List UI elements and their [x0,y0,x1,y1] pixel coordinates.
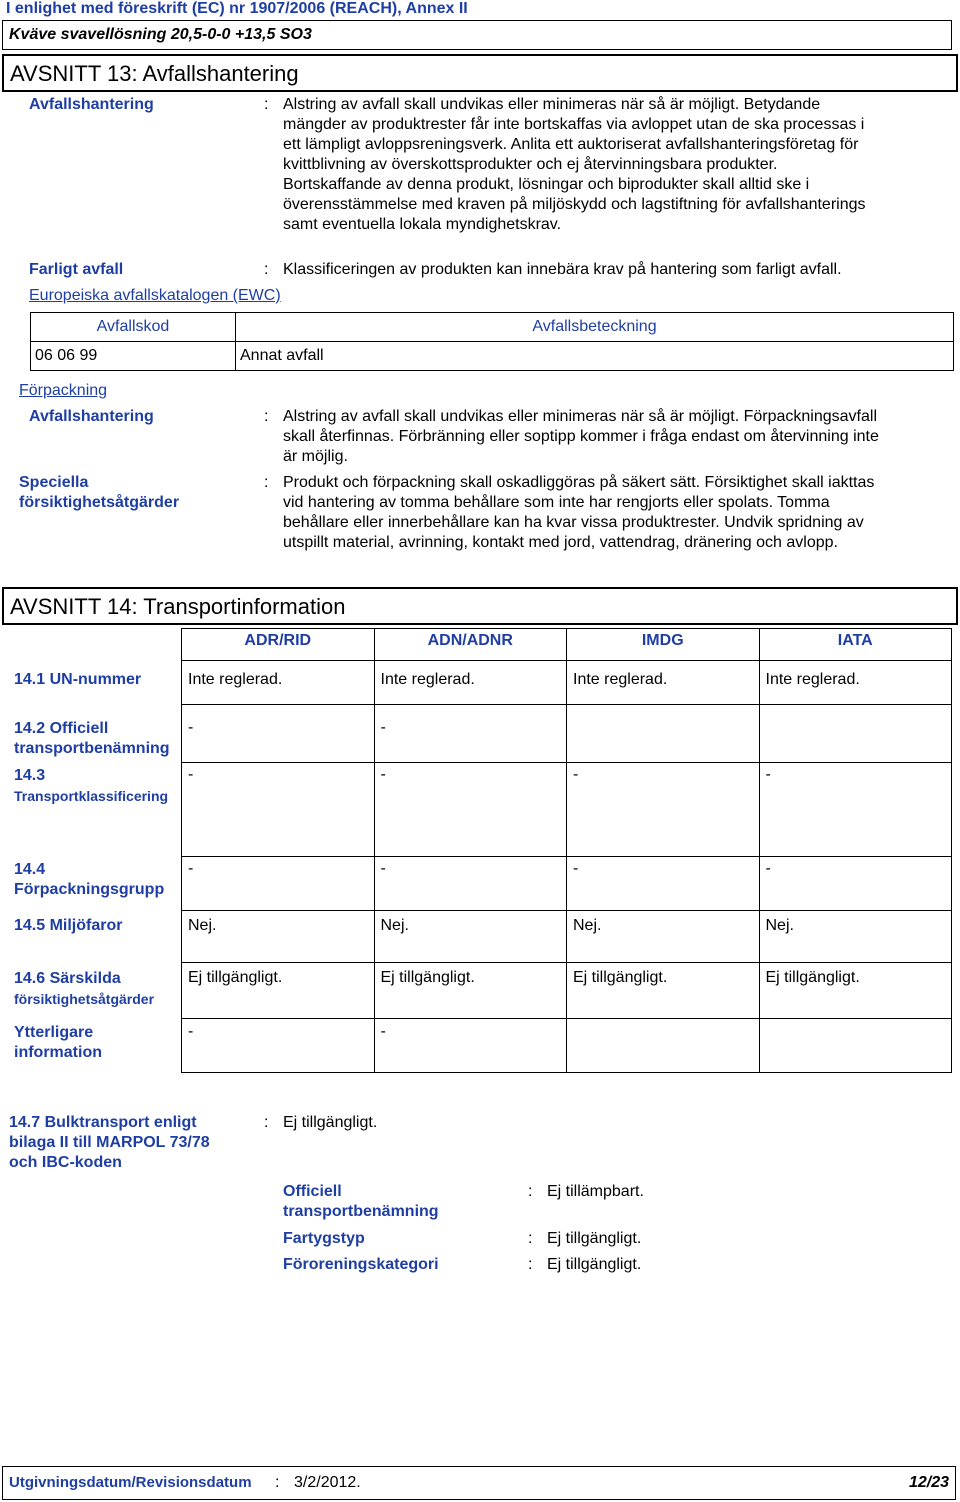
colon: : [528,1183,533,1200]
cell: - [567,763,760,857]
cell: - [374,1019,567,1073]
official-name-value: Ej tillämpbart. [547,1183,644,1200]
label-line: transportbenämning [283,1203,439,1220]
section-14-title: AVSNITT 14: Transportinformation [10,594,346,619]
text-line: överensstämmelse med kraven på miljöskydd och lagstiftning för avfallshanterings [283,196,866,213]
cell: Inte reglerad. [567,661,760,705]
footer-date-label: Utgivningsdatum/Revisionsdatum [9,1474,252,1491]
row-label-un: 14.1 UN-nummer [14,670,142,688]
label-line: och IBC-koden [9,1154,122,1171]
label-line: transportbenämning [14,739,170,757]
cell: - [374,705,567,763]
label-line: 14.2 Officiell [14,719,109,737]
cell: - [182,857,375,911]
footer-date: 3/2/2012. [294,1474,361,1491]
cell: - [759,763,952,857]
cell: Nej. [374,911,567,963]
col-adn: ADN/ADNR [374,629,567,661]
bulk-value: Ej tillgängligt. [283,1114,378,1131]
label-line: 14.6 Särskilda [14,969,121,987]
cell: Inte reglerad. [374,661,567,705]
ewc-desc: Annat avfall [236,342,954,371]
waste-text [283,95,953,235]
col-iata: IATA [759,629,952,661]
cell: - [374,857,567,911]
ewc-col-code: Avfallskod [31,313,236,342]
ewc-table [30,312,954,371]
label-line: Speciella [19,474,89,491]
colon: : [275,1474,280,1491]
cell [759,1019,952,1073]
row-label-special [8,963,182,1019]
colon: : [264,1114,269,1131]
label-line: 14.4 [14,860,46,878]
ship-type-label: Fartygstyp [283,1230,365,1247]
text-line: behållare eller innerbehållare kan ha kvar vissa produktrester. Undvik spridning av [283,514,864,531]
row-label-extra [8,1019,182,1073]
colon: : [528,1256,533,1273]
cell: - [182,705,375,763]
colon: : [264,474,269,491]
col-imdg: IMDG [567,629,760,661]
cell: Nej. [182,911,375,963]
cell: - [182,1019,375,1073]
hazardous-label: Farligt avfall [29,261,124,278]
cell: - [182,763,375,857]
cell: Ej tillgängligt. [567,963,760,1019]
label-line: bilaga II till MARPOL 73/78 [9,1134,210,1151]
cell: - [374,763,567,857]
label-line: 14.3 [14,766,46,784]
section-14-header [2,587,958,625]
row-label-name [8,705,182,763]
text-line: skall återfinnas. Förbränning eller soptipp kommer i fråga endast om återvinning inte [283,428,879,445]
text-line: utspillt material, avrinning, kontakt med jord, vattendrag, dränering och avlopp. [283,534,838,551]
text-line: Bortskaffande av denna produkt, lösningar och biprodukter skall alltid ske i [283,176,810,193]
official-name-label [283,1182,439,1222]
colon: : [264,408,269,425]
hazardous-value: Klassificeringen av produkten kan innebära krav på hantering som farligt avfall. [283,261,842,278]
text-line: kvittblivning av överskottsprodukter och ej återvinningsbara produkter. [283,156,778,173]
text-line: ett lämpligt avloppsreningsverk. Anlita ett auktoriserat avfallshanteringsföretag för [283,136,859,153]
pollution-category-label: Föroreningskategori [283,1256,439,1273]
colon: : [528,1230,533,1247]
ewc-title: Europeiska avfallskatalogen (EWC) [29,287,281,304]
text-line: mängder av produktrester får inte bortskaffas via avloppet utan de ska processas i [283,116,865,133]
label-line: försiktighetsåtgärder [19,494,180,511]
label-line: Ytterligare [14,1023,94,1041]
cell: Nej. [759,911,952,963]
cell: Ej tillgängligt. [182,963,375,1019]
ewc-code: 06 06 99 [31,342,236,371]
label-line: Transportklassificering [14,787,169,804]
label-line: 14.7 Bulktransport enligt [9,1114,197,1131]
product-name: Kväve svavellösning 20,5-0-0 +13,5 SO3 [9,26,312,43]
bulk-label [9,1113,210,1173]
text-line: Produkt och förpackning skall oskadliggöras på säkert sätt. Försiktighet skall iakttas [283,474,875,491]
text-line: samt eventuella lokala myndighetskrav. [283,216,562,233]
label-line: Officiell [283,1183,342,1200]
label-line: försiktighetsåtgärder [14,990,155,1007]
ship-type-value: Ej tillgängligt. [547,1230,642,1247]
row-label-group [8,857,182,911]
cell [567,705,760,763]
text-line: vid hantering av tomma behållare som inte har rengjorts eller spolats. Tomma [283,494,830,511]
pack-waste-label: Avfallshantering [29,408,154,425]
cell: Nej. [567,911,760,963]
transport-table [8,628,952,1073]
precautions-text [283,473,953,553]
cell: - [567,857,760,911]
footer [2,1466,956,1500]
section-13-header [2,54,958,92]
label-line: information [14,1043,102,1061]
waste-label: Avfallshantering [29,96,154,113]
row-label-env: 14.5 Miljöfaror [14,916,123,934]
colon: : [264,96,269,113]
ewc-col-desc: Avfallsbeteckning [236,313,954,342]
pack-waste-text [283,407,953,467]
cell: Ej tillgängligt. [759,963,952,1019]
cell: Inte reglerad. [759,661,952,705]
colon: : [264,261,269,278]
label-line: Förpackningsgrupp [14,880,165,898]
text-line: Alstring av avfall skall undvikas eller minimeras när så är möjligt. Förpackningsavfall [283,408,878,425]
precautions-label [19,473,179,513]
product-header-box [2,20,952,50]
regulation-header: I enlighet med föreskrift (EC) nr 1907/2006 (REACH), Annex II [6,0,468,17]
pollution-category-value: Ej tillgängligt. [547,1256,642,1273]
page-number: 12/23 [908,1474,949,1491]
row-label-class [8,763,182,857]
text-line: är möjlig. [283,448,348,465]
corner-cell [8,629,182,661]
cell [567,1019,760,1073]
text-line: Alstring av avfall skall undvikas eller minimeras när så är möjligt. Betydande [283,96,821,113]
section-13-title: AVSNITT 13: Avfallshantering [10,61,299,86]
cell: Ej tillgängligt. [374,963,567,1019]
cell: - [759,857,952,911]
cell: Inte reglerad. [182,661,375,705]
packaging-title: Förpackning [19,382,108,399]
col-adr: ADR/RID [182,629,375,661]
cell [759,705,952,763]
